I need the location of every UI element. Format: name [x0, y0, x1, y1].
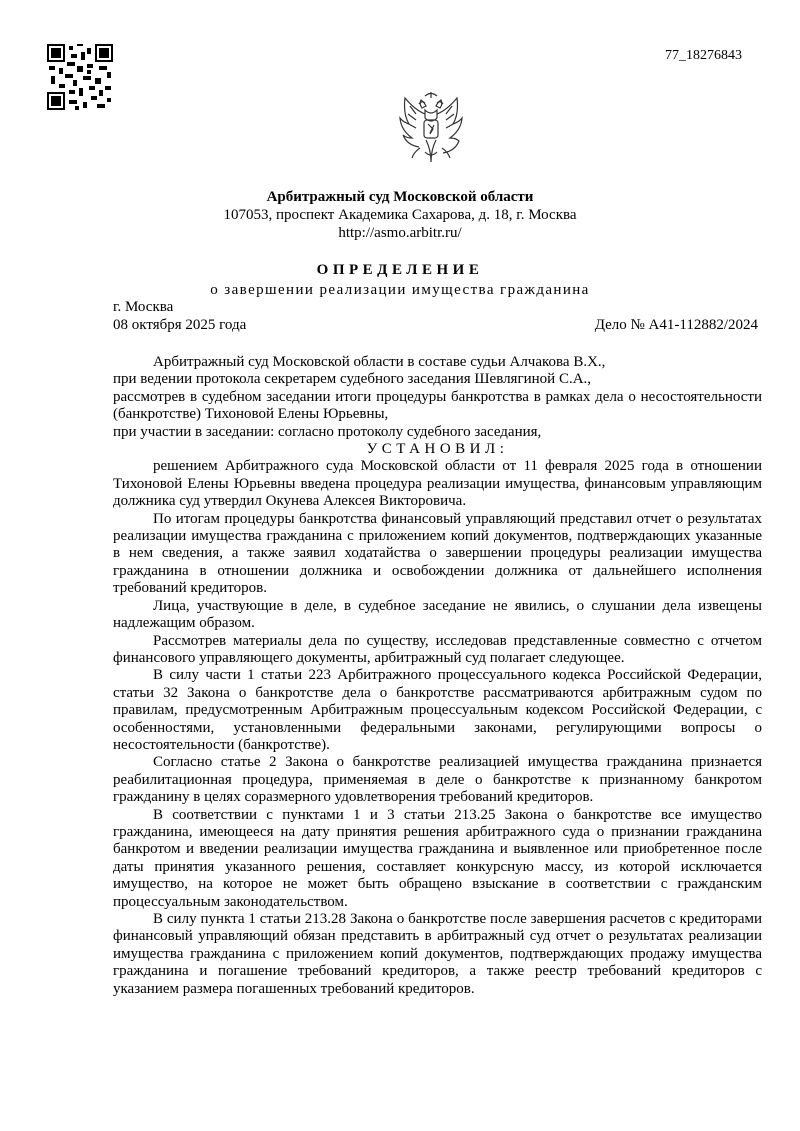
court-website: http://asmo.arbitr.ru/: [338, 225, 462, 241]
court-header: [0, 188, 800, 242]
case-number: Дело № А41-112882/2024: [594, 317, 758, 333]
court-name: Арбитражный суд Московской области: [266, 189, 534, 205]
document-body: [113, 354, 762, 998]
paragraph: В силу части 1 статьи 223 Арбитражного процессуального кодекса Российской Федерации, статьи 32 Закона о банкротстве дела о банкротстве рассматриваются арбитражным судом по правилам, предусмотренным Арбитражным процессуальным кодексом Российской Федерации, с особенностями, установленными федеральными законами, регулирующими вопросы о несостоятельности (банкротстве).: [113, 667, 762, 753]
paragraph: По итогам процедуры банкротства финансовый управляющий представил отчет о результатах реализации имущества гражданина с приложением копий документов, подтверждающих указанные в нем сведения, а также заявил ходатайства о завершении процедуры реализации имущества гражданина в отношении должника и освобождении должника от дальнейшего исполнения требований кредиторов.: [113, 510, 762, 597]
document-id: 77_18276843: [665, 48, 742, 63]
intro-line: рассмотрев в судебном заседании итоги процедуры банкротства в рамках дела о несостоятельности (банкротстве) Тихоновой Елены Юрьевны,: [113, 388, 762, 423]
paragraph: В соответствии с пунктами 1 и 3 статьи 213.25 Закона о банкротстве все имущество гражданина, имеющееся на дату принятия решения арбитражного суда о признании гражданина банкротом и введении реализации имущества гражданина и выявленное или приобретенное после даты принятия указанного решения, составляет конкурсную массу, из которой исключается имущество, на которое не может быть обращено взыскание в соответствии с гражданским процессуальным законодательством.: [113, 806, 762, 910]
paragraph: Согласно статье 2 Закона о банкротстве реализацией имущества гражданина признается реабилитационная процедура, применяемая в деле о банкротстве к признанному банкротом гражданину в целях соразмерного удовлетворения требований кредиторов.: [113, 754, 762, 806]
intro-line: при ведении протокола секретарем судебного заседания Шевлягиной С.А.,: [113, 371, 592, 388]
coat-of-arms-emblem: [398, 90, 464, 168]
document-subtitle: о завершении реализации имущества гражданина: [210, 282, 590, 298]
qr-code: [47, 44, 113, 110]
intro-line: при участии в заседании: согласно протоколу судебного заседания,: [113, 423, 542, 440]
paragraph: Рассмотрев материалы дела по существу, исследовав представленные совместно с отчетом финансового управляющего документы, арбитражный суд полагает следующее.: [113, 632, 762, 666]
paragraph: В силу пункта 1 статьи 213.28 Закона о банкротстве после завершения расчетов с кредиторами финансовый управляющий обязан представить в арбитражный суд отчет о результатах реализации имущества гражданина с приложением копий документов, подтверждающих продажу имущества гражданина и погашение требований кредиторов, а также реестр требований кредиторов с указанием размера погашенных требований кредиторов.: [113, 911, 762, 997]
document-date: 08 октября 2025 года: [113, 317, 247, 333]
ustanovil-heading: УСТАНОВИЛ:: [366, 441, 509, 458]
document-title: ОПРЕДЕЛЕНИЕ: [316, 262, 484, 278]
paragraph: Лица, участвующие в деле, в судебное заседание не явились, о слушании дела извещены надлежащим образом.: [113, 597, 762, 632]
city: г. Москва: [113, 299, 174, 315]
court-address: 107053, проспект Академика Сахарова, д. 18, г. Москва: [223, 207, 577, 223]
intro-line: Арбитражный суд Московской области в составе судьи Алчакова В.Х.,: [153, 354, 606, 370]
paragraph: решением Арбитражного суда Московской области от 11 февраля 2025 года в отношении Тихоновой Елены Юрьевны введена процедура реализации имущества, финансовым управляющим должника суд утвердил Окунева Алексея Викторовича.: [113, 458, 762, 510]
